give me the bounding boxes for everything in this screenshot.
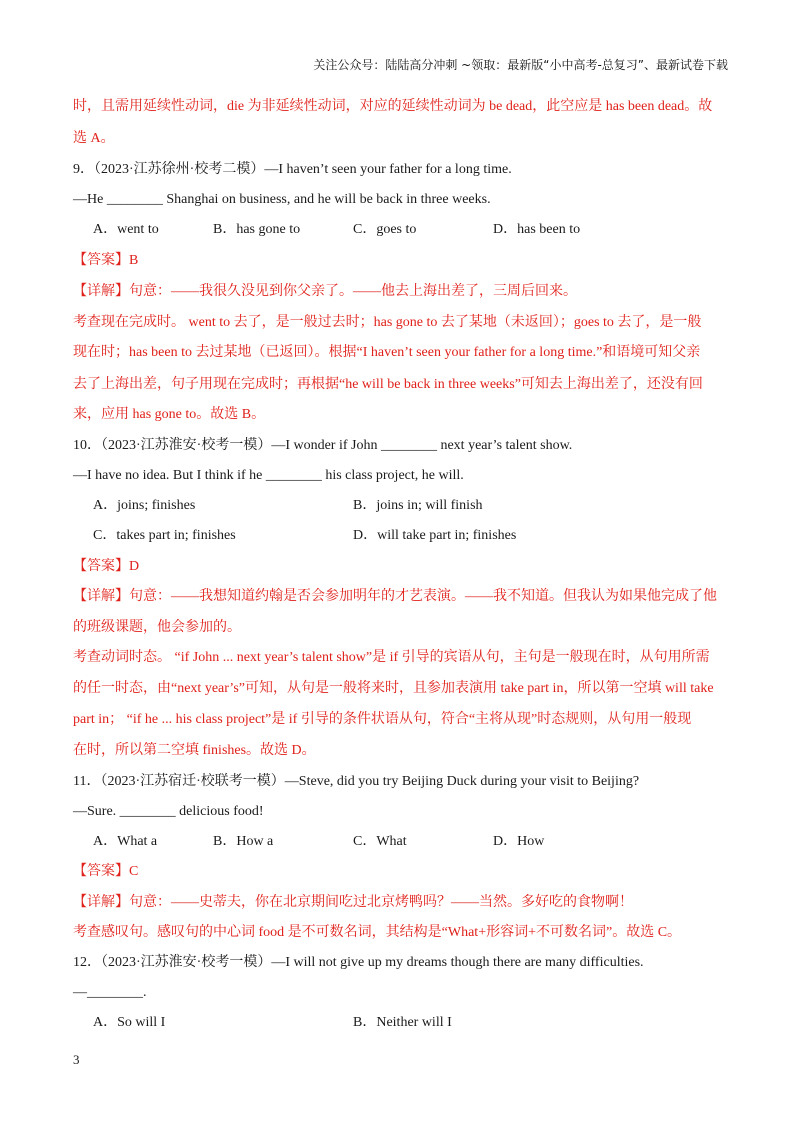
question-9-line: —He ________ Shanghai on business, and he will be back in three weeks.: [73, 192, 491, 207]
previous-explanation-line: 选 A。: [73, 131, 115, 146]
question-10-option-c: C．takes part in; finishes: [93, 528, 236, 543]
question-12-option-b: B．Neither will I: [353, 1015, 452, 1030]
question-10-detail: part in； “if he ... his class project”是 if 引导的条件状语从句，符合“主将从现”时态规则，从句用一般现: [73, 712, 692, 727]
question-9-option-c: C．goes to: [353, 222, 417, 237]
question-12-option-a: A．So will I: [93, 1015, 166, 1030]
question-9-detail: 去了上海出差，句子用现在完成时；再根据“he will be back in three weeks”可知去上海出差了，还没有回: [73, 377, 703, 392]
question-10-option-d: D．will take part in; finishes: [353, 528, 517, 543]
question-12-line: —________.: [73, 985, 147, 1000]
question-11-option-c: C．What: [353, 834, 407, 849]
question-11-option-d: D．How: [493, 834, 545, 849]
question-10-detail: 在时，所以第二空填 finishes。故选 D。: [73, 743, 316, 758]
question-10-line: —I have no idea. But I think if he ________ his class project, he will.: [73, 468, 464, 483]
question-11-option-a: A．What a: [93, 834, 158, 849]
previous-explanation-line: 时，且需用延续性动词，die 为非延续性动词，对应的延续性动词为 be dead，此空应是 has been dead。故: [73, 99, 713, 114]
question-9-option-d: D．has been to: [493, 222, 581, 237]
question-9-answer: 【答案】B: [73, 253, 139, 268]
question-11-line: —Sure. ________ delicious food!: [73, 804, 264, 819]
question-12-stem: 12．（2023·江苏淮安·校考一模）—I will not give up my dreams though there are many difficulties.: [73, 955, 644, 970]
question-9-option-b: B．has gone to: [213, 222, 301, 237]
page-header: 关注公众号：陆陆高分冲刺 ~领取：最新版“小中高考-总复习”、最新试卷下载: [313, 58, 728, 72]
question-11-stem: 11．（2023·江苏宿迁·校联考一模）—Steve, did you try Beijing Duck during your visit to Beijing?: [73, 774, 640, 789]
question-10-detail: 的班级课题，他会参加的。: [73, 620, 241, 635]
question-9-detail: 【详解】句意：——我很久没见到你父亲了。——他去上海出差了，三周后回来。: [73, 284, 577, 299]
question-11-answer: 【答案】C: [73, 864, 139, 879]
question-9-detail: 考查现在完成时。 went to 去了，是一般过去时；has gone to 去了某地（未返回）；goes to 去了，是一般: [73, 315, 702, 330]
question-9-stem: 9．（2023·江苏徐州·校考二模）—I haven’t seen your father for a long time.: [73, 162, 512, 177]
question-10-detail: 考查动词时态。 “if John ... next year’s talent show”是 if 引导的宾语从句，主句是一般现在时，从句用所需: [73, 650, 710, 665]
question-9-detail: 来，应用 has gone to。故选 B。: [73, 407, 266, 422]
question-10-detail: 【详解】句意：——我想知道约翰是否会参加明年的才艺表演。——我不知道。但我认为如果他完成了他: [73, 589, 717, 604]
question-11-detail: 考查感叹句。感叹句的中心词 food 是不可数名词，其结构是“What+形容词+不可数名词”。故选 C。: [73, 925, 682, 940]
question-10-option-b: B．joins in; will finish: [353, 498, 483, 513]
question-11-detail: 【详解】句意：——史蒂夫，你在北京期间吃过北京烤鸭吗？——当然。多好吃的食物啊！: [73, 895, 633, 910]
question-9-option-a: A．went to: [93, 222, 159, 237]
question-10-detail: 的任一时态，由“next year’s”可知，从句是一般将来时，且参加表演用 take part in，所以第一空填 will take: [73, 681, 714, 696]
page-number: 3: [73, 1052, 80, 1067]
question-11-option-b: B．How a: [213, 834, 274, 849]
question-10-answer: 【答案】D: [73, 559, 140, 574]
question-10-stem: 10．（2023·江苏淮安·校考一模）—I wonder if John ________ next year’s talent show.: [73, 438, 573, 453]
question-9-detail: 现在时；has been to 去过某地（已返回）。根据“I haven’t seen your father for a long time.”和语境可知父亲: [73, 345, 701, 360]
question-10-option-a: A．joins; finishes: [93, 498, 196, 513]
